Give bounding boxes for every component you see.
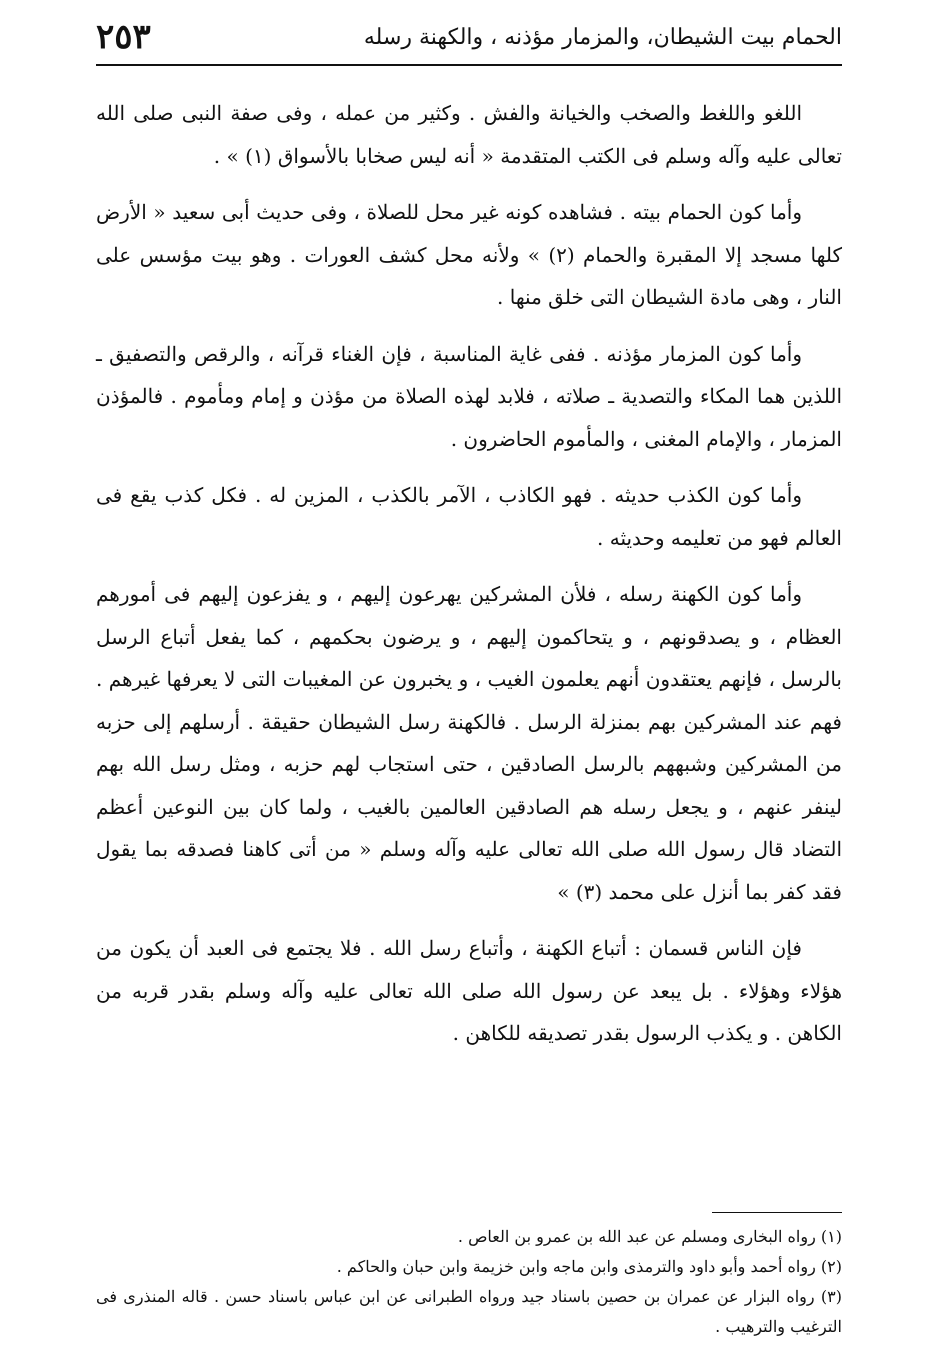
footnote: (٣) رواه البزار عن عمران بن حصين باسناد جيد ورواه الطبرانى عن ابن عباس باسناد حسن . قاله المنذرى فى الترغيب والترهيب .: [96, 1287, 842, 1336]
page-number: ٢٥٣: [96, 17, 151, 57]
running-title: الحمام بيت الشيطان، والمزمار مؤذنه ، والكهنة رسله: [363, 24, 842, 50]
footnote: (١) رواه البخارى ومسلم عن عبد الله بن عمرو بن العاص .: [457, 1227, 842, 1246]
footnote: (٢) رواه أحمد وأبو داود والترمذى وابن ماجه وابن خزيمة وابن حبان والحاكم .: [336, 1257, 842, 1276]
paragraph: وأما كون الكذب حديثه . فهو الكاذب ، الآمر بالكذب ، المزين له . فكل كذب يقع فى العالم فهو من تعليمه وحديثه .: [96, 483, 842, 550]
main-text: [96, 92, 842, 1069]
paragraph: اللغو واللغط والصخب والخيانة والفش . وكثير من عمله ، وفى صفة النبى صلى الله تعالى عليه وآله وسلم فى الكتب المتقدمة « أنه ليس صخابا بالأسواق (١) » .: [96, 101, 842, 168]
footnotes: [96, 1222, 842, 1342]
paragraph: فإن الناس قسمان : أتباع الكهنة ، وأتباع رسل الله . فلا يجتمع فى العبد أن يكون من هؤلاء وهؤلاء . بل يبعد عن رسول الله صلى الله تعالى عليه وآله وسلم بقدر قربه من الكاهن . و يكذب الرسول بقدر تصديقه للكاهن .: [96, 936, 842, 1045]
page-header: [96, 14, 842, 60]
header-rule: [96, 64, 842, 66]
paragraph: وأما كون المزمار مؤذنه . ففى غاية المناسبة ، فإن الغناء قرآنه ، والرقص والتصفيق ـ اللذين هما المكاء والتصدية ـ صلاته ، فلابد لهذه الصلاة من مؤذن و إمام ومأموم . فالمؤذن المزمار ، والإمام المغنى ، والمأموم الحاضرون .: [96, 341, 842, 451]
paragraph: وأما كون الكهنة رسله ، فلأن المشركين يهرعون إليهم ، و يفزعون إليهم فى أمورهم العظام ، و يصدقونهم ، و يتحاكمون إليهم ، و يرضون بحكمهم ، كما يفعل أتباع الرسل بالرسل ، فإنهم يعتقدون أنهم يعلمون الغيب ، و يخبرون عن المغيبات التى لا يعرفها غيرهم . فهم عند المشركين بهم بمنزلة الرسل . فالكهنة رسل الشيطان حقيقة . أرسلهم إلى حزبه من المشركين وشبههم بالرسل الصادقين ، حتى استجاب لهم حزبه ، ومثل رسل الله بهم لينفر عنهم ، و يجعل رسله هم الصادقين العالمين بالغيب ، ولما كان بين النوعين أعظم التضاد قال رسول الله صلى الله تعالى عليه وآله وسلم « من أتى كاهنا فصدقه بما يقول فقد كفر بما أنزل على محمد (٣) »: [96, 582, 842, 904]
paragraph: وأما كون الحمام بيته . فشاهده كونه غير محل للصلاة ، وفى حديث أبى سعيد « الأرض كلها مسجد إلا المقبرة والحمام (٢) » ولأنه محل كشف العورات . وهو بيت مؤسس على النار ، وهى مادة الشيطان التى خلق منها .: [96, 200, 842, 309]
footnote-rule: [712, 1212, 842, 1213]
